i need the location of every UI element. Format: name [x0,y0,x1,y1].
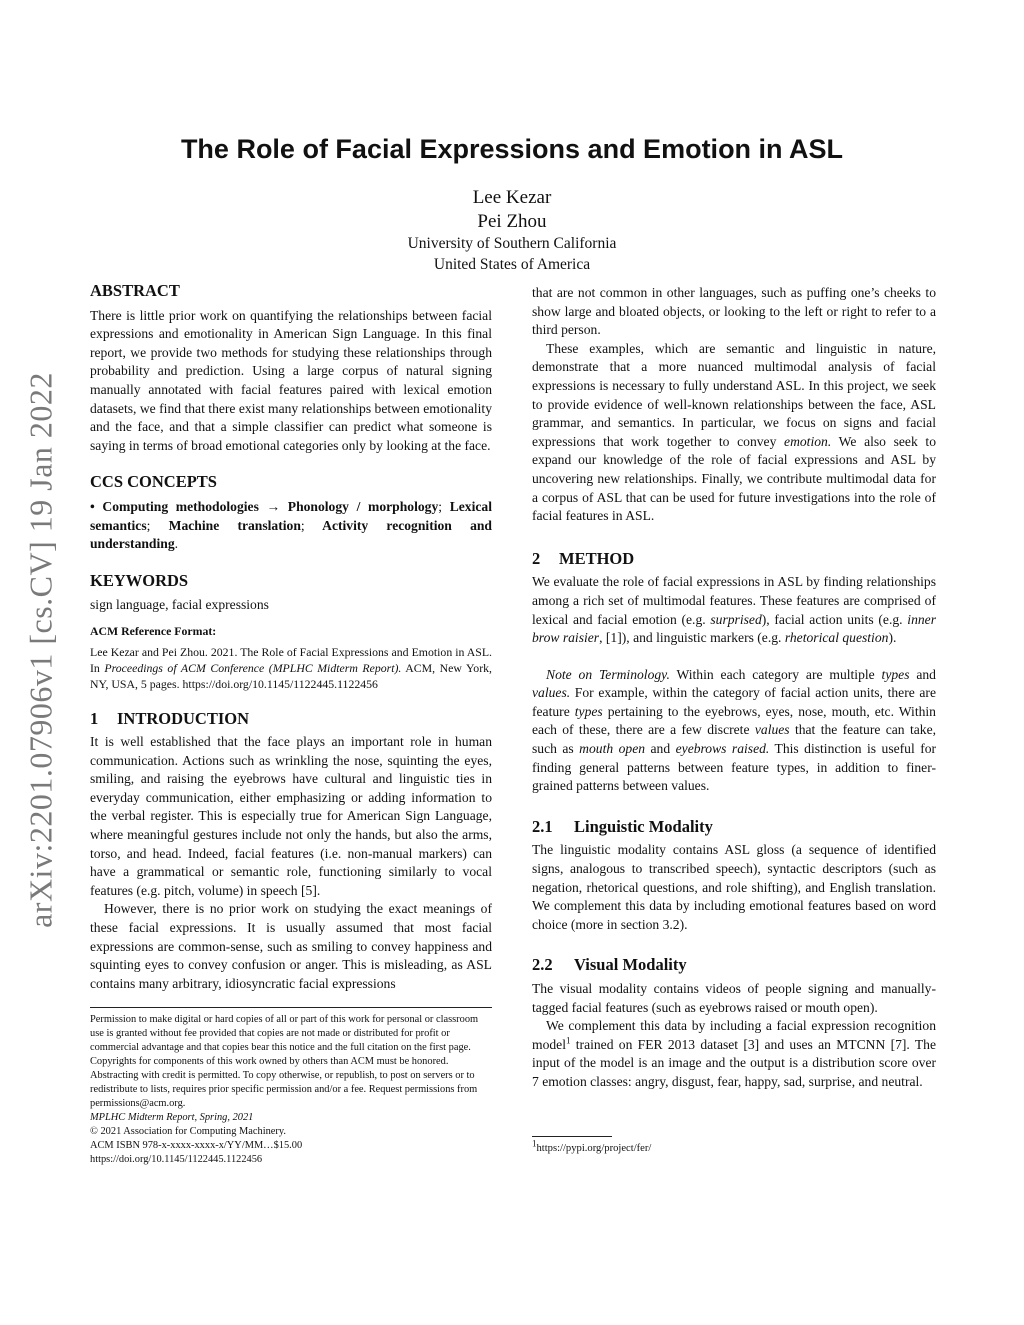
affiliation [0,233,1024,275]
right-column [532,284,936,1156]
footnote-rule [90,1007,492,1008]
affiliation-line: University of Southern California [407,235,617,252]
footnote: $^1$https://pypi.org/project/fer/ [532,1138,652,1154]
method-paragraph: We evaluate the role of facial expressions in ASL by finding relationships among a rich set of multimodal features. These features are comprised of lexical and facial emotion (e.g. surprised), facial action units (e.g. inner brow raisier, [1]), and linguistic markers (e.g. rhetorical question). [532,574,936,646]
abstract-text: There is little prior work on quantifying the relationships between facial expressions and emotionality in American Sign Language. In this final report, we provide two methods for studying these relationships through probability and prediction. Using a large corpus of natural signing manually annotated with facial features paired with lexical emotion datasets, we find that there exist many relationships between emotionality and the face, and that a simple classifier can predict what someone is saying in terms of broad emotional categories only by looking at the face. [90,307,492,453]
visual-modality-text: We complement this data by including a facial expression recognition model$^1$ trained on FER 2013 dataset [3] and uses an MTCNN [7]. The input of the model is an image and the output is a distribution score over 7 emotion classes: angry, disgust, fear, happy, sad, surprise, and neutral. [532,1018,936,1089]
acm-ref-heading: ACM Reference Format: [90,623,217,638]
arxiv-stamp [23,360,59,940]
acm-ref-text: Lee Kezar and Pei Zhou. 2021. The Role of Facial Expressions and Emotion in ASL. In Proceedings of ACM Conference (MPLHC Midterm Report). ACM, New York, NY, USA, 5 pages. https://doi.org/10.1145/1122445.1122456 [90,644,492,691]
intro-paragraph: However, there is no prior work on studying the exact meanings of these facial expressions. It is usually assumed that most facial expressions are common-sense, such as smiling to convey happiness and squinting eyes to convey confusion or anger. This is misleading, as ASL contains many arbitrary, idiosyncratic facial expressions [90,901,492,991]
left-column [90,282,492,1167]
isbn-note: ACM ISBN 978-x-xxxx-xxxx-x/YY/MM…$15.00 [90,1140,303,1152]
visual-modality-heading: 2.2 Visual Modality [532,955,687,975]
intro-paragraph: These examples, which are semantic and linguistic in nature, demonstrate that a more nuanced multimodal analysis of facial expressions is necessary to fully understand ASL. In this project, we seek to provide evidence of well-known relationships between the face, ASL grammar, and semantics. In particular, we focus on signs and facial expressions that work together to convey emotion. We also seek to expand our knowledge of the role of facial expressions and ASL by uncovering new relationships. Finally, we contribute multimodal data for a corpus of ASL that can be used for future investigations into the role of facial features in ASL. [532,340,936,524]
footnote-rule [532,1136,612,1137]
abstract-heading: ABSTRACT [90,281,180,300]
permission-notice: Permission to make digital or hard copies of all or part of this work for personal or classroom use is granted without fee provided that copies are not made or distributed for profit or commercial advantage and that copies bear this notice and the full citation on the first page. Copyrights for components of this work owned by others than ACM must be honored. Abstracting with credit is permitted. To copy otherwise, or republish, to post on servers or to redistribute to lists, requires prior specific permission and/or a fee. Request permissions from permissions@acm.org. [90,1014,479,1110]
affiliation-line: United States of America [433,256,591,273]
arxiv-id: arXiv:2201.07906v1 [cs.CV] 19 Jan 2022 [22,372,59,928]
copyright-note: © 2021 Association for Computing Machinery. [90,1126,286,1138]
paper-title: The Role of Facial Expressions and Emotion in ASL [180,134,844,164]
ccs-concepts: • Computing methodologies → Phonology / morphology; Lexical semantics; Machine translation; Activity recognition and understanding. [90,498,492,552]
intro-paragraph: It is well established that the face plays an important role in human communication. Actions such as wrinkling the nose, squinting the eyes, smiling, and raising the eyebrows have cultural and linguistic ties in everyday communication, either emphasizing or adding information to the verbal register. This is especially true for American Sign Language, where meaningful gestures include not only the hands, but also the arms, torso, and head. Indeed, facial features (i.e. non-manual markers) can have a grammatical or semantic role, functioning similarly to vocal features (e.g. pitch, volume) in speech [5]. [90,734,492,898]
keywords-heading: KEYWORDS [90,570,189,590]
doi-note: https://doi.org/10.1145/1122445.1122456 [90,1154,263,1166]
visual-modality-text: The visual modality contains videos of people signing and manually-tagged facial features (such as eyebrows raised or mouth open). [532,981,936,1015]
intro-heading: 1 INTRODUCTION [90,708,250,728]
method-heading: 2 METHOD [532,548,635,568]
author-name: Pei Zhou [477,211,547,232]
footnote-marker: 1 [565,1035,571,1046]
terminology-note: Note on Terminology. Within each category are multiple types and values. For example, within the category of facial action units, there are feature types pertaining to the eyebrows, eyes, nose, mouth, etc. Within each of these, there are a few discrete values that the feature can take, such as mouth open and eyebrows raised. This distinction is useful for finding general patterns between feature types, in addition to finer-grained patterns between values. [532,666,937,794]
intro-paragraph: that are not common in other languages, such as puffing one’s cheeks to show large and bloated objects, or looking to the left or right to refer to a third person. [532,285,936,338]
linguistic-modality-text: The linguistic modality contains ASL gloss (a sequence of identified signs, analogous to transcribed speech), syntactic descriptors (such as negation, rhetorical questions, and role shifting), and English translation. We complement this data by including emotional features based on word choice (more in section 3.2). [532,842,936,932]
venue-note: MPLHC Midterm Report, Spring, 2021 [90,1112,254,1124]
keywords-text: sign language, facial expressions [90,597,269,613]
copyright-block [90,1013,492,1167]
author-name: Lee Kezar [472,187,552,208]
author-list [0,186,1024,234]
linguistic-modality-heading: 2.1 Linguistic Modality [532,816,713,836]
ccs-heading: CCS CONCEPTS [90,472,217,492]
footnote-link[interactable]: https://pypi.org/project/fer/ [536,1142,652,1154]
